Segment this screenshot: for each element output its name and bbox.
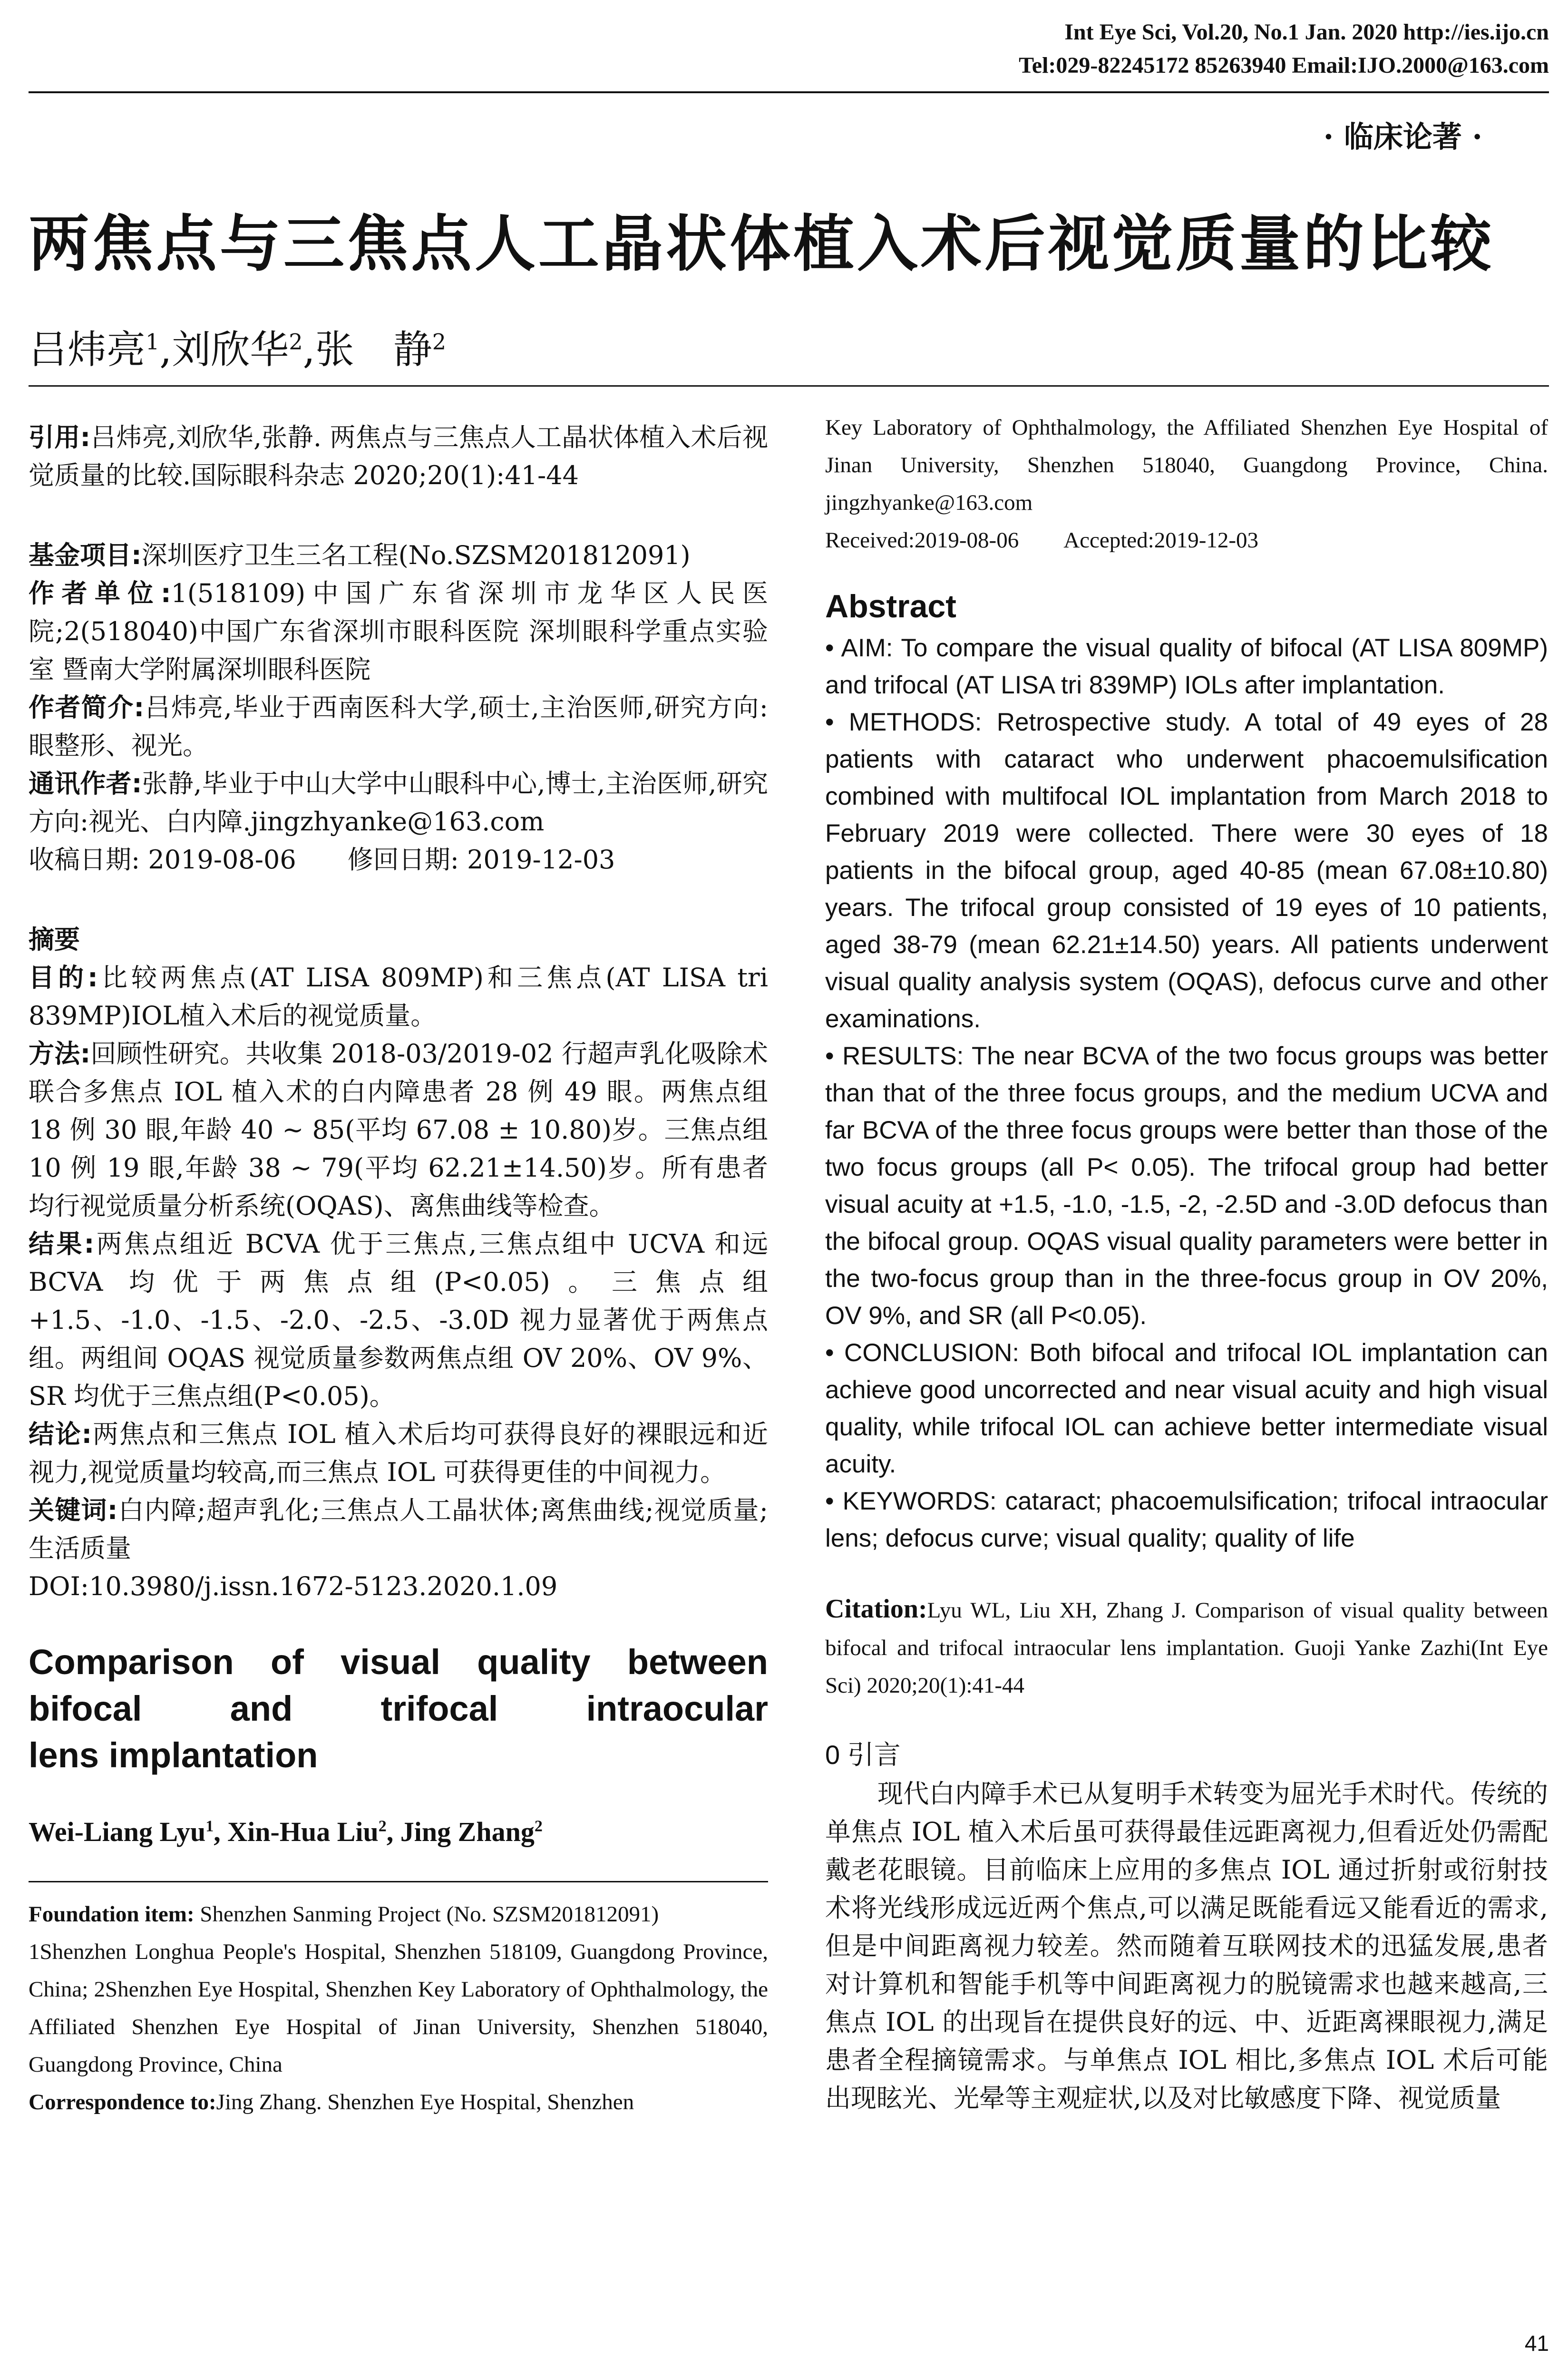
abstract-aim-en: • AIM: To compare the visual quality of bifocal (AT LISA 809MP) and trifocal (AT LISA tri 839MP) IOLs after implantation.	[825, 634, 1548, 699]
foundation-label: Foundation item:	[29, 1902, 195, 1927]
title-rule	[29, 385, 1549, 387]
keywords-cn	[29, 1491, 768, 1568]
journal-header-line2: Tel:029-82245172 85263940 Email:IJO.2000@163.com	[1019, 53, 1549, 78]
citation-en	[825, 1590, 1548, 1705]
section-tag: · 临床论著 ·	[1323, 119, 1482, 154]
journal-header-line1: Int Eye Sci, Vol.20, No.1 Jan. 2020 http://ies.ijo.cn	[1064, 19, 1549, 45]
keywords-text: 白内障;超声乳化;三焦点人工晶状体;离焦曲线;视觉质量;生活质量	[29, 1495, 768, 1563]
correspondence-text: Jing Zhang. Shenzhen Eye Hospital, Shenzhen	[216, 2090, 634, 2114]
foundation-text: Shenzhen Sanming Project (No. SZSM201812091)	[200, 1902, 659, 1927]
author-affil-mark: 2	[289, 329, 303, 355]
en-author-affil-mark: 1	[205, 1817, 214, 1835]
author-line: 吕炜亮$^1$,刘欣华$^2$,张 静$^2$	[29, 327, 447, 372]
corresponding-author	[29, 765, 768, 841]
corr-label: 通讯作者:	[29, 769, 142, 799]
conclusion-label: 结论:	[29, 1419, 92, 1449]
citation-cn	[29, 419, 768, 495]
abstract-conclusion-en: • CONCLUSION: Both bifocal and trifocal IOL implantation can achieve good uncorrected and near visual acuity and high visual quality, while trifocal IOL can achieve better intermediate visual acuity.	[825, 1339, 1548, 1478]
en-author-name: , Jing Zhang	[386, 1816, 535, 1847]
author-affil-mark: 2	[432, 329, 447, 355]
result-text: 两焦点组近 BCVA 优于三焦点,三焦点组中 UCVA 和远 BCVA 均优于两焦点组(P<0.05)。三焦点组+1.5、-1.0、-1.5、-2.0、-2.5、-3.0D 视力显著优于两焦点组。两组间 OQAS 视觉质量参数两焦点组 OV 20%、OV 9%、SR 均优于三焦点组(P<0.05)。	[29, 1229, 768, 1411]
abstract-methods-en: • METHODS: Retrospective study. A total of 49 eyes of 28 patients with cataract who underwent phacoemulsification combined with multifocal IOL implantation from March 2018 to February 2019 were collected. There were 30 eyes of 18 patients in the bifocal group, aged 40-85 (mean 67.08±10.80) years. The trifocal group consisted of 19 eyes of 10 patients, aged 38-79 (mean 62.21±14.50) years. All patients underwent visual quality analysis system (OQAS), defocus curve and other examinations.	[825, 708, 1548, 1033]
en-author-name: Wei-Liang Lyu	[29, 1816, 206, 1847]
author-name: 刘欣华	[172, 327, 289, 372]
aim-label: 目的:	[29, 963, 98, 993]
method-text: 回顾性研究。共收集 2018-03/2019-02 行超声乳化吸除术联合多焦点 IOL 植入术的白内障患者 28 例 49 眼。两焦点组 18 例 30 眼,年龄 40 ~ 85(平均 67.08 ± 10.80)岁。三焦点组 10 例 19 眼,年龄 38 ~ 79(平均 62.21±14.50)岁。所有患者均行视觉质量分析系统(OQAS)、离焦曲线等检查。	[29, 1039, 768, 1221]
corr-text: 张静,毕业于中山大学中山眼科中心,博士,主治医师,研究方向:视光、白内障.jingzhyanke@163.com	[29, 769, 768, 837]
introduction-heading: 0 引言	[825, 1740, 901, 1770]
abstract-heading-cn	[29, 921, 768, 959]
bio-label: 作者简介:	[29, 692, 145, 722]
aim-text: 比较两焦点(AT LISA 809MP)和三焦点(AT LISA tri 839MP)IOL植入术后的视觉质量。	[29, 963, 768, 1031]
page-number: 41	[1524, 2331, 1549, 2356]
unit-text: 1(518109)中国广东省深圳市龙华区人民医院;2(518040)中国广东省深圳市眼科医院 深圳眼科学重点实验室 暨南大学附属深圳眼科医院	[29, 578, 768, 684]
fund-item	[29, 536, 768, 575]
abstract-results-en: • RESULTS: The near BCVA of the two focus groups was better than that of the three focus groups, and the medium UCVA and far BCVA of the three focus groups were better than those of the two focus groups (all P< 0.05). The trifocal group had better visual acuity at +1.5, -1.0, -1.5, -2, -2.5D and -3.0D defocus than the bifocal group. OQAS visual quality parameters were better in the two-focus group than in the three-focus group in OV 20%, OV 9%, and SR (all P<0.05).	[825, 1042, 1548, 1330]
citation-en-label: Citation:	[825, 1594, 927, 1624]
correspondence-label: Correspondence to:	[29, 2090, 216, 2114]
author-name: 张 静	[315, 327, 432, 372]
bio-text: 吕炜亮,毕业于西南医科大学,硕士,主治医师,研究方向:眼整形、视光。	[29, 692, 768, 760]
english-authors-rule	[29, 1881, 768, 1882]
abstract-heading-text: 摘要	[29, 925, 80, 955]
fund-label: 基金项目:	[29, 540, 142, 570]
abstract-heading-en: Abstract	[825, 588, 956, 624]
article-title: 两焦点与三焦点人工晶状体植入术后视觉质量的比较	[29, 209, 1495, 280]
keywords-label: 关键词:	[29, 1495, 118, 1525]
author-bio	[29, 689, 768, 765]
correspondence-en	[29, 2084, 768, 2121]
en-author-affil-mark: 2	[534, 1817, 543, 1835]
english-authors	[29, 1816, 768, 1848]
abstract-keywords-en: • KEYWORDS: cataract; phacoemulsification; trifocal intraocular lens; defocus curve; visual quality; quality of life	[825, 1487, 1548, 1552]
received-dates-cn: 收稿日期: 2019-08-06 修回日期: 2019-12-03	[29, 845, 615, 875]
method-label: 方法:	[29, 1039, 91, 1069]
author-name: 吕炜亮	[29, 327, 146, 372]
abstract-method-cn	[29, 1035, 768, 1225]
english-title-line1: Comparison of visual quality between	[29, 1642, 768, 1682]
abstract-result-cn	[29, 1225, 768, 1415]
doi: DOI:10.3980/j.issn.1672-5123.2020.1.09	[29, 1571, 558, 1601]
header-rule	[29, 91, 1549, 93]
citation-text: 吕炜亮,刘欣华,张静. 两焦点与三焦点人工晶状体植入术后视觉质量的比较.国际眼科杂志 2020;20(1):41-44	[29, 422, 768, 490]
en-author-affil-mark: 2	[378, 1817, 387, 1835]
english-title-line2: bifocal and trifocal intraocular	[29, 1689, 768, 1728]
author-unit	[29, 575, 768, 689]
author-affil-mark: 1	[146, 329, 160, 355]
correspondence-continued: Key Laboratory of Ophthalmology, the Affiliated Shenzhen Eye Hospital of Jinan University, Shenzhen 518040, Guangdong Province, China. jingzhyanke@163.com	[825, 415, 1548, 515]
citation-en-text: Lyu WL, Liu XH, Zhang J. Comparison of visual quality between bifocal and trifocal intraocular lens implantation. Guoji Yanke Zazhi(Int Eye Sci) 2020;20(1):41-44	[825, 1598, 1548, 1698]
conclusion-text: 两焦点和三焦点 IOL 植入术后均可获得良好的裸眼远和近视力,视觉质量均较高,而三焦点 IOL 可获得更佳的中间视力。	[29, 1419, 768, 1487]
received-accepted: Received:2019-08-06 Accepted:2019-12-03	[825, 528, 1259, 553]
abstract-aim-cn	[29, 959, 768, 1035]
unit-label: 作者单位:	[29, 578, 171, 608]
right-column	[825, 409, 1548, 2117]
abstract-conclusion-cn	[29, 1415, 768, 1491]
english-title-line3: lens implantation	[29, 1735, 318, 1775]
introduction-text: 现代白内障手术已从复明手术转变为屈光手术时代。传统的单焦点 IOL 植入术后虽可获得最佳远距离视力,但看近处仍需配戴老花眼镜。目前临床上应用的多焦点 IOL 通过折射或衍射技术将光线形成远近两个焦点,可以满足既能看远又能看近的需求,但是中间距离视力较差。然而随着互联网技术的迅猛发展,患者对计算机和智能手机等中间距离视力的脱镜需求也越来越高,三焦点 IOL 的出现旨在提供良好的远、中、近距离裸眼视力,满足患者全程摘镜需求。与单焦点 IOL 相比,多焦点 IOL 术后可能出现眩光、光晕等主观症状,以及对比敏感度下降、视觉质量	[825, 1779, 1548, 2113]
en-author-name: , Xin-Hua Liu	[214, 1816, 379, 1847]
citation-label: 引用:	[29, 422, 91, 452]
fund-text: 深圳医疗卫生三名工程(No.SZSM201812091)	[141, 540, 691, 570]
result-label: 结果:	[29, 1229, 95, 1259]
foundation-item-en	[29, 1896, 768, 1933]
left-column	[29, 419, 768, 2121]
affiliations-en: 1Shenzhen Longhua People's Hospital, Shenzhen 518109, Guangdong Province, China; 2Shenzhen Eye Hospital, Shenzhen Key Laboratory of Ophthalmology, the Affiliated Shenzhen Eye Hospital of Jinan University, Shenzhen 518040, Guangdong Province, China	[29, 1939, 768, 2077]
